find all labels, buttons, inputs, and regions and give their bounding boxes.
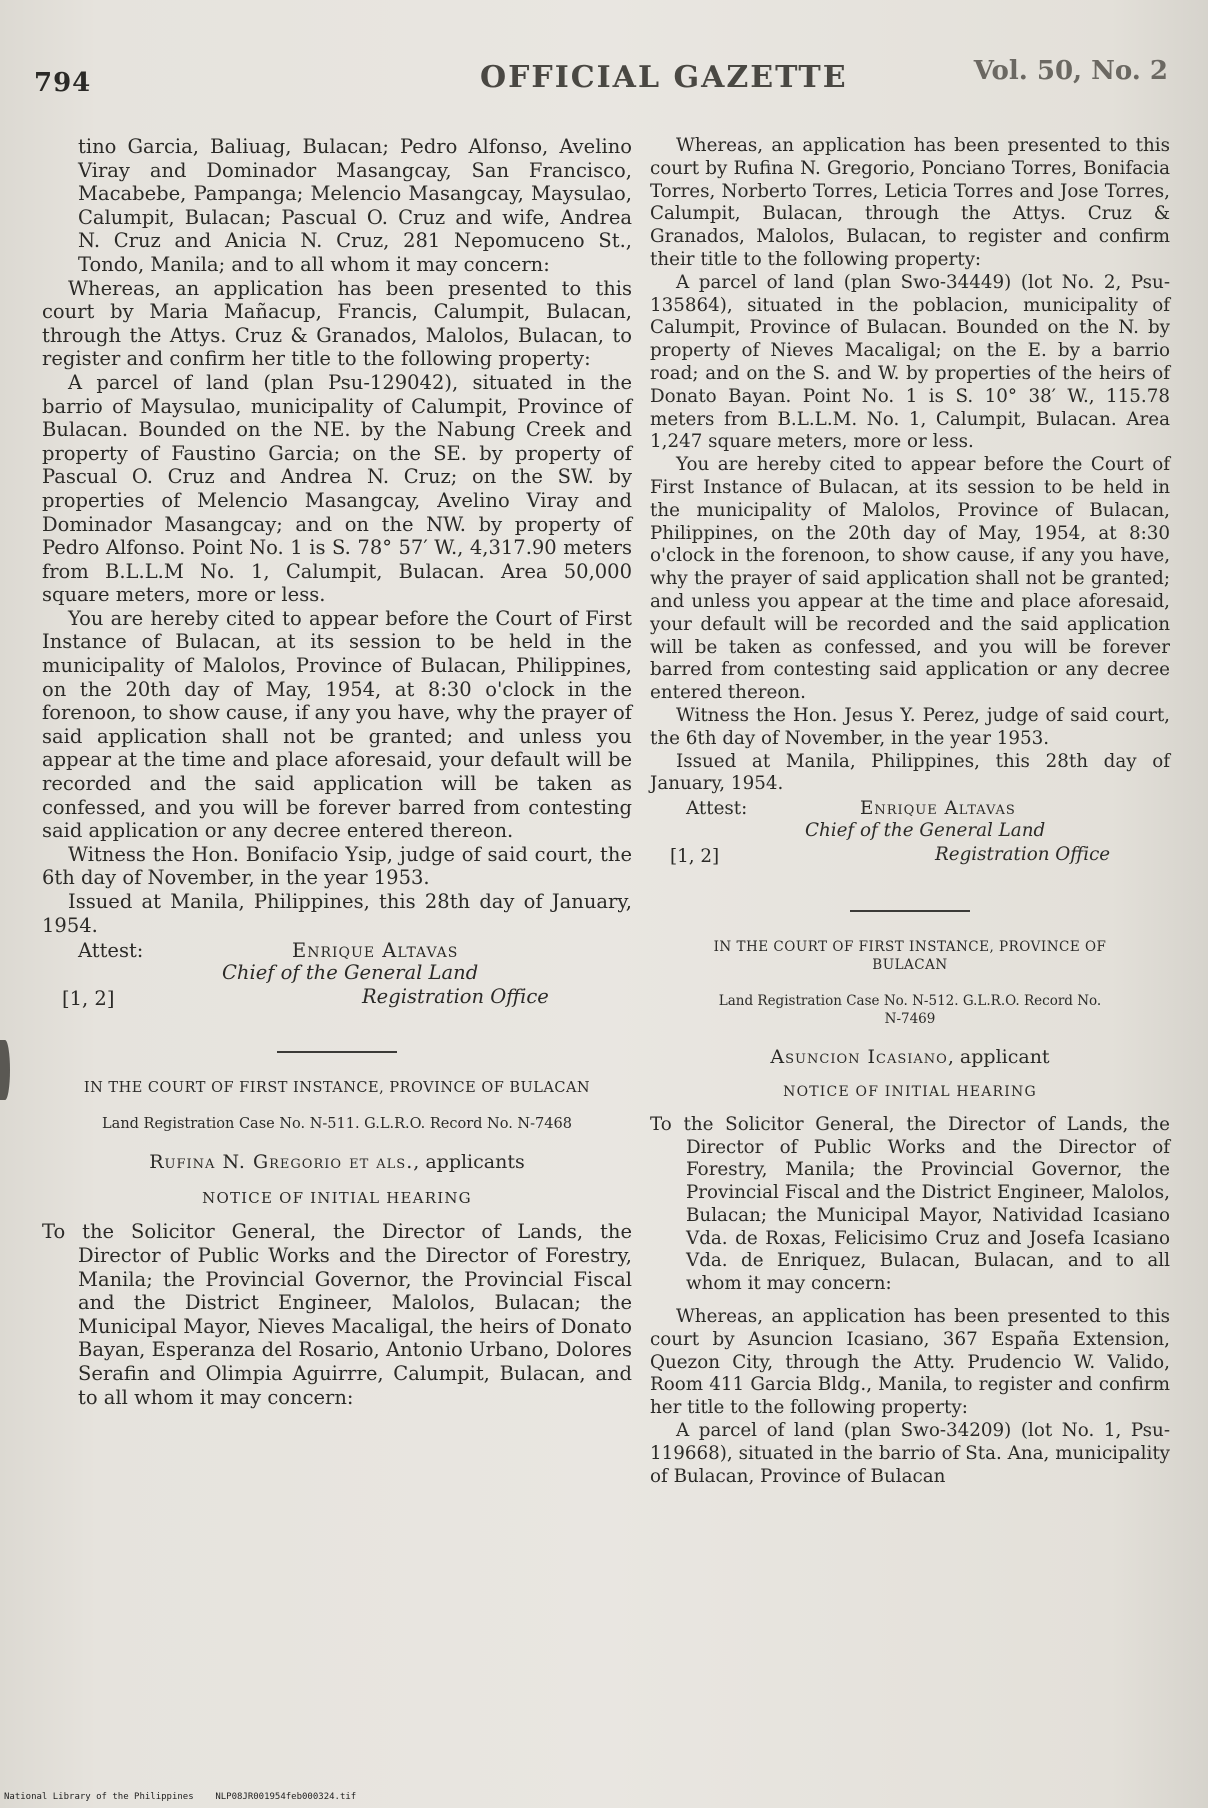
issued-paragraph: Issued at Manila, Philippines, this 28th day of January, 1954. [650, 750, 1170, 795]
court-heading: IN THE COURT OF FIRST INSTANCE, PROVINCE OF BULACAN [83, 1080, 591, 1097]
binding-edge-mark [0, 1040, 10, 1100]
court-heading: IN THE COURT OF FIRST INSTANCE, PROVINCE OF BULACAN [713, 939, 1107, 974]
applicant-suffix: , applicant [947, 1046, 1050, 1069]
applicant-name: Rufina N. Gregorio et als. [149, 1151, 414, 1174]
issued-paragraph: Issued at Manila, Philippines, this 28th day of January, 1954. [42, 890, 632, 937]
attest-title-line2: Registration Office [362, 985, 549, 1009]
attest-title-line1: Chief of the General Land [222, 961, 479, 985]
left-column [42, 135, 632, 1409]
section-divider [850, 910, 970, 912]
witness-paragraph: Witness the Hon. Jesus Y. Perez, judge of said court, the 6th day of November, in the year 1953. [650, 704, 1170, 749]
parcel-description-2: A parcel of land (plan Swo-34209) (lot No. 1, Psu-119668), situated in the barrio of Sta. Ana, municipality of Bulacan, Province of Bulacan [650, 1420, 1170, 1487]
applicant-name: Asuncion Icasiano [770, 1046, 948, 1069]
applicant-suffix: , applicants [413, 1151, 525, 1174]
issue-code: [1, 2] [62, 987, 115, 1011]
witness-paragraph: Witness the Hon. Bonifacio Ysip, judge of said court, the 6th day of November, in the year 1953. [42, 842, 632, 890]
attestation-block [650, 798, 1170, 878]
publication-title: OFFICIAL GAZETTE [480, 60, 848, 95]
attest-label: Attest: [686, 798, 748, 820]
notice-recipients: To the Solicitor General, the Director of Lands, the Director of Public Works and the Director of Forestry, Manila; the Provincial Governor, the Provincial Fiscal and the District Engineer, Malolos, Bulacan; the Municipal Mayor, Nieves Macaligal, the heirs of Donato Bayan, Esperanza del Rosario, Antonio Urbano, Dolores Serafin and Olimpia Aguirrre, Calumpit, Bulacan, and to all whom it may concern: [42, 1220, 632, 1409]
case-number: Land Registration Case No. N-512. G.L.R.O. Record No. N-7469 [718, 993, 1102, 1028]
parcel-description: A parcel of land (plan Swo-34449) (lot No. 2, Psu-135864), situated in the poblacion, municipality of Calumpit, Province of Bulacan. Bounded on the N. by property of Nieves Macaligal; on the E. by a barrio road; and on the S. and W. by properties of the heirs of Donato Bayan. Point No. 1 is S. 10° 38′ W., 115.78 meters from B.L.L.M. No. 1, Calumpit, Bulacan. Area 1,247 square meters, more or less. [650, 271, 1170, 453]
parcel-description: A parcel of land (plan Psu-129042), situated in the barrio of Maysulao, municipality of Calumpit, Province of Bulacan. Bounded on the NE. by the Nabung Creek and property of Faustino Garcia; on the SE. by property of Pascual O. Cruz and Andrea N. Cruz; on the SW. by properties of Melencio Masangcay, Avelino Viray and Dominador Masangcay; and on the NW. by property of Pedro Alfonso. Point No. 1 is S. 78° 57′ W., 4,317.90 meters from B.L.L.M No. 1, Calumpit, Bulacan. Area 50,000 square meters, more or less. [42, 370, 632, 607]
notice-recipients: To the Solicitor General, the Director of Lands, the Director of Public Works and the Director of Forestry, Manila; the Provincial Governor, the Provincial Fiscal and the District Engineer, Malolos, Bulacan; the Municipal Mayor, Natividad Icasiano Vda. de Roxas, Felicisimo Cruz and Josefa Icasiano Vda. de Enriquez, Bulacan, Bulacan, and to all whom it may concern: [650, 1113, 1170, 1295]
attest-title-line2: Registration Office [935, 844, 1111, 866]
page-header [0, 52, 1208, 98]
notice-heading: NOTICE OF INITIAL HEARING [783, 1083, 1037, 1100]
notice-recipients-continued: tino Garcia, Baliuag, Bulacan; Pedro Alfonso, Avelino Viray and Dominador Masangcay, San Francisco, Macabebe, Pampanga; Melencio Masangcay, Maysulao, Calumpit, Bulacan; Pascual O. Cruz and wife, Andrea N. Cruz and Anicia N. Cruz, 281 Nepomuceno St., Tondo, Manila; and to all whom it may concern: [78, 135, 632, 276]
case-number: Land Registration Case No. N-511. G.L.R.O. Record No. N-7468 [102, 1116, 572, 1133]
attestation-block [42, 939, 632, 1019]
citation-paragraph: You are hereby cited to appear before the Court of First Instance of Bulacan, at its session to be held in the municipality of Malolos, Province of Bulacan, Philippines, on the 20th day of May, 1954, at 8:30 o'clock in the forenoon, to show cause, if any you have, why the prayer of said application shall not be granted; and unless you appear at the time and place aforesaid, your default will be recorded and the said application will be taken as confessed, and you will be forever barred from contesting said application or any decree entered thereon. [650, 454, 1170, 704]
attest-label: Attest: [78, 939, 144, 963]
scan-footer: National Library of the Philippines NLP08JR001954feb000324.tif [4, 1792, 357, 1802]
whereas-paragraph-2: Whereas, an application has been presented to this court by Asuncion Icasiano, 367 España Extension, Quezon City, through the Atty. Prudencio W. Valido, Room 411 Garcia Bldg., Manila, to register and confirm her title to the following property: [650, 1306, 1170, 1419]
issue-code: [1, 2] [670, 846, 720, 868]
applicant-line [42, 1151, 632, 1175]
whereas-paragraph: Whereas, an application has been presented to this court by Rufina N. Gregorio, Ponciano Torres, Bonifacia Torres, Norberto Torres, Leticia Torres and Jose Torres, Calumpit, Bulacan, through the Attys. Cruz & Granados, Malolos, Bulacan, to register and confirm their title to the following property: [650, 135, 1170, 270]
section-divider [277, 1051, 397, 1053]
citation-paragraph: You are hereby cited to appear before the Court of First Instance of Bulacan, at its session to be held in the municipality of Malolos, Province of Bulacan, Philippines, on the 20th day of May, 1954, at 8:30 o'clock in the forenoon, to show cause, if any you have, why the prayer of said application shall not be granted; and unless you appear at the time and place aforesaid, your default will be recorded and the said application will be taken as confessed, and you will be forever barred from contesting said application or any decree entered thereon. [42, 606, 632, 843]
whereas-paragraph: Whereas, an application has been presented to this court by Maria Mañacup, Francis, Calumpit, Bulacan, through the Attys. Cruz & Granados, Malolos, Bulacan, to register and confirm her title to the following property: [42, 276, 632, 371]
applicant-line [650, 1046, 1170, 1069]
page-number: 794 [34, 68, 92, 98]
notice-heading: NOTICE OF INITIAL HEARING [202, 1188, 472, 1207]
attest-name: Enrique Altavas [292, 939, 459, 963]
volume-number: Vol. 50, No. 2 [973, 56, 1168, 86]
attest-name: Enrique Altavas [860, 798, 1016, 820]
right-column [650, 135, 1170, 1488]
attest-title-line1: Chief of the General Land [805, 820, 1046, 842]
